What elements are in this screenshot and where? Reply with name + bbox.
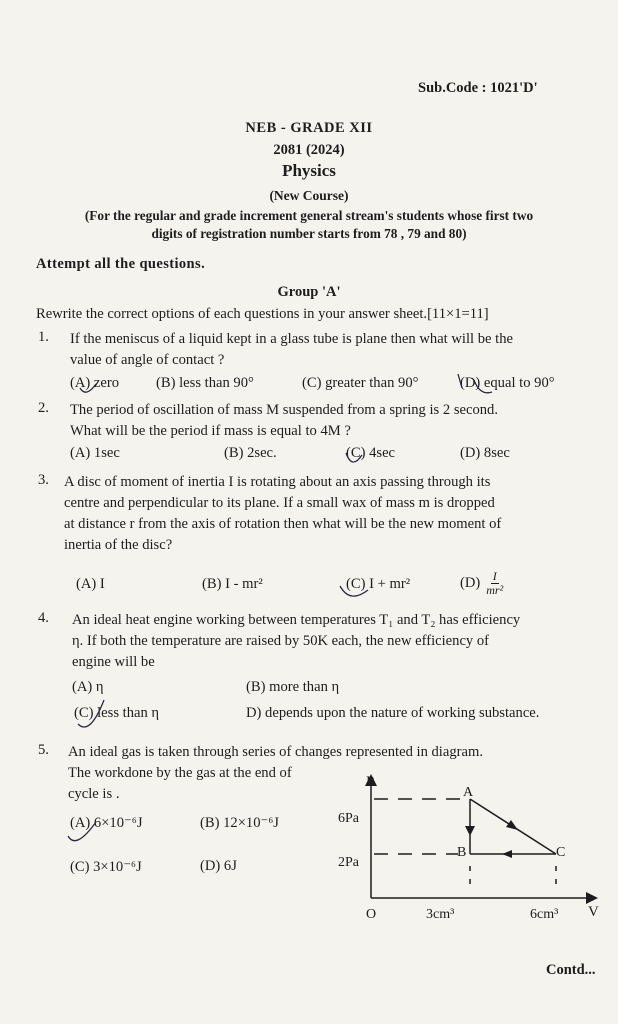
point-a-label: A — [463, 785, 474, 800]
arrow-bc — [502, 850, 512, 858]
option-d: D) depends upon the nature of working substance. — [246, 705, 540, 721]
question-text — [70, 329, 513, 371]
continued-label: Contd... — [546, 962, 596, 978]
y-axis-label: P — [366, 774, 375, 790]
option-d: (D) equal to 90° — [460, 375, 555, 391]
question-number: 2. — [38, 400, 49, 416]
option-a: (A) 1sec — [70, 445, 120, 461]
option-a: (A) I — [76, 576, 105, 592]
subject-title: Physics — [282, 161, 336, 180]
option-c: (C) greater than 90° — [302, 375, 419, 391]
option-c: (C) less than η — [74, 705, 160, 721]
question-line: A disc of moment of inertia I is rotating about an axis passing through its — [64, 474, 491, 490]
option-d — [460, 570, 503, 597]
question-line: The workdone by the gas at the end of — [68, 765, 292, 781]
option-b: (B) I - mr² — [202, 576, 263, 592]
pressure-low-label: 2Pa — [338, 855, 359, 870]
arrow-ac — [506, 820, 518, 830]
option-a: (A) zero — [70, 375, 120, 391]
question-line: value of angle of contact ? — [70, 352, 225, 368]
subject-code: Sub.Code : 1021'D' — [418, 80, 538, 96]
question-line: η. If both the temperature are raised by 50K each, the new efficiency of — [72, 633, 490, 649]
option-a: (A) η — [72, 679, 104, 695]
question-text — [72, 610, 584, 673]
general-instruction: Attempt all the questions. — [36, 256, 206, 272]
exam-year: 2081 (2024) — [273, 142, 345, 158]
question-line: The period of oscillation of mass M suspended from a spring is 2 second. — [70, 402, 499, 418]
eligibility-line-1: (For the regular and grade increment general stream's students whose first two — [84, 208, 534, 223]
volume-1-label: 3cm³ — [426, 907, 455, 922]
option-label: (D) — [460, 575, 481, 591]
option-b: (B) 12×10⁻⁶J — [200, 815, 279, 831]
question-line: An ideal heat engine working between temperatures T₁ and T₂ has efficiency — [72, 612, 521, 628]
question-line: What will be the period if mass is equal to 4M ? — [70, 423, 351, 439]
question-text — [70, 400, 498, 442]
origin-label: O — [366, 907, 377, 922]
option-d: (D) 6J — [200, 858, 237, 874]
fraction-numerator: I — [492, 569, 497, 583]
question-line: If the meniscus of a liquid kept in a glass tube is plane then what will be the — [70, 331, 513, 347]
question-line: inertia of the disc? — [64, 537, 173, 553]
option-c: (C) 3×10⁻⁶J — [70, 859, 142, 875]
pv-diagram — [330, 770, 615, 930]
option-c: (C) I + mr² — [346, 576, 411, 592]
question-line: centre and perpendicular to its plane. If a small wax of mass m is dropped — [64, 495, 495, 511]
question-text — [64, 472, 584, 556]
option-a: (A) 6×10⁻⁶J — [70, 815, 143, 831]
question-number: 3. — [38, 472, 49, 488]
x-axis-label: V — [588, 904, 599, 920]
eligibility-line-2: digits of registration number starts from 78 , 79 and 80) — [151, 226, 467, 241]
fraction-denominator: mr² — [486, 583, 504, 597]
arrow-ab — [465, 826, 475, 836]
volume-2-label: 6cm³ — [530, 907, 559, 922]
question-number: 5. — [38, 742, 49, 758]
option-b: (B) more than η — [246, 679, 340, 695]
option-b: (B) 2sec. — [224, 445, 277, 461]
question-number: 1. — [38, 329, 49, 345]
point-b-label: B — [457, 845, 467, 860]
option-b: (B) less than 90° — [156, 375, 254, 391]
question-line: An ideal gas is taken through series of changes represented in diagram. — [68, 744, 483, 760]
question-line: engine will be — [72, 654, 155, 670]
question-number: 4. — [38, 610, 49, 626]
fraction — [486, 570, 503, 597]
option-d: (D) 8sec — [460, 445, 510, 461]
question-line: cycle is . — [68, 786, 120, 802]
option-c: (C) 4sec — [346, 445, 396, 461]
course-type: (New Course) — [269, 188, 349, 203]
point-c-label: C — [556, 845, 566, 860]
group-title: Group 'A' — [277, 284, 341, 300]
question-line: at distance r from the axis of rotation then what will be the new moment of — [64, 516, 502, 532]
exam-board: NEB - GRADE XII — [245, 120, 373, 136]
group-instruction: Rewrite the correct options of each questions in your answer sheet.[11×1=11] — [36, 306, 489, 322]
pressure-high-label: 6Pa — [338, 811, 359, 826]
